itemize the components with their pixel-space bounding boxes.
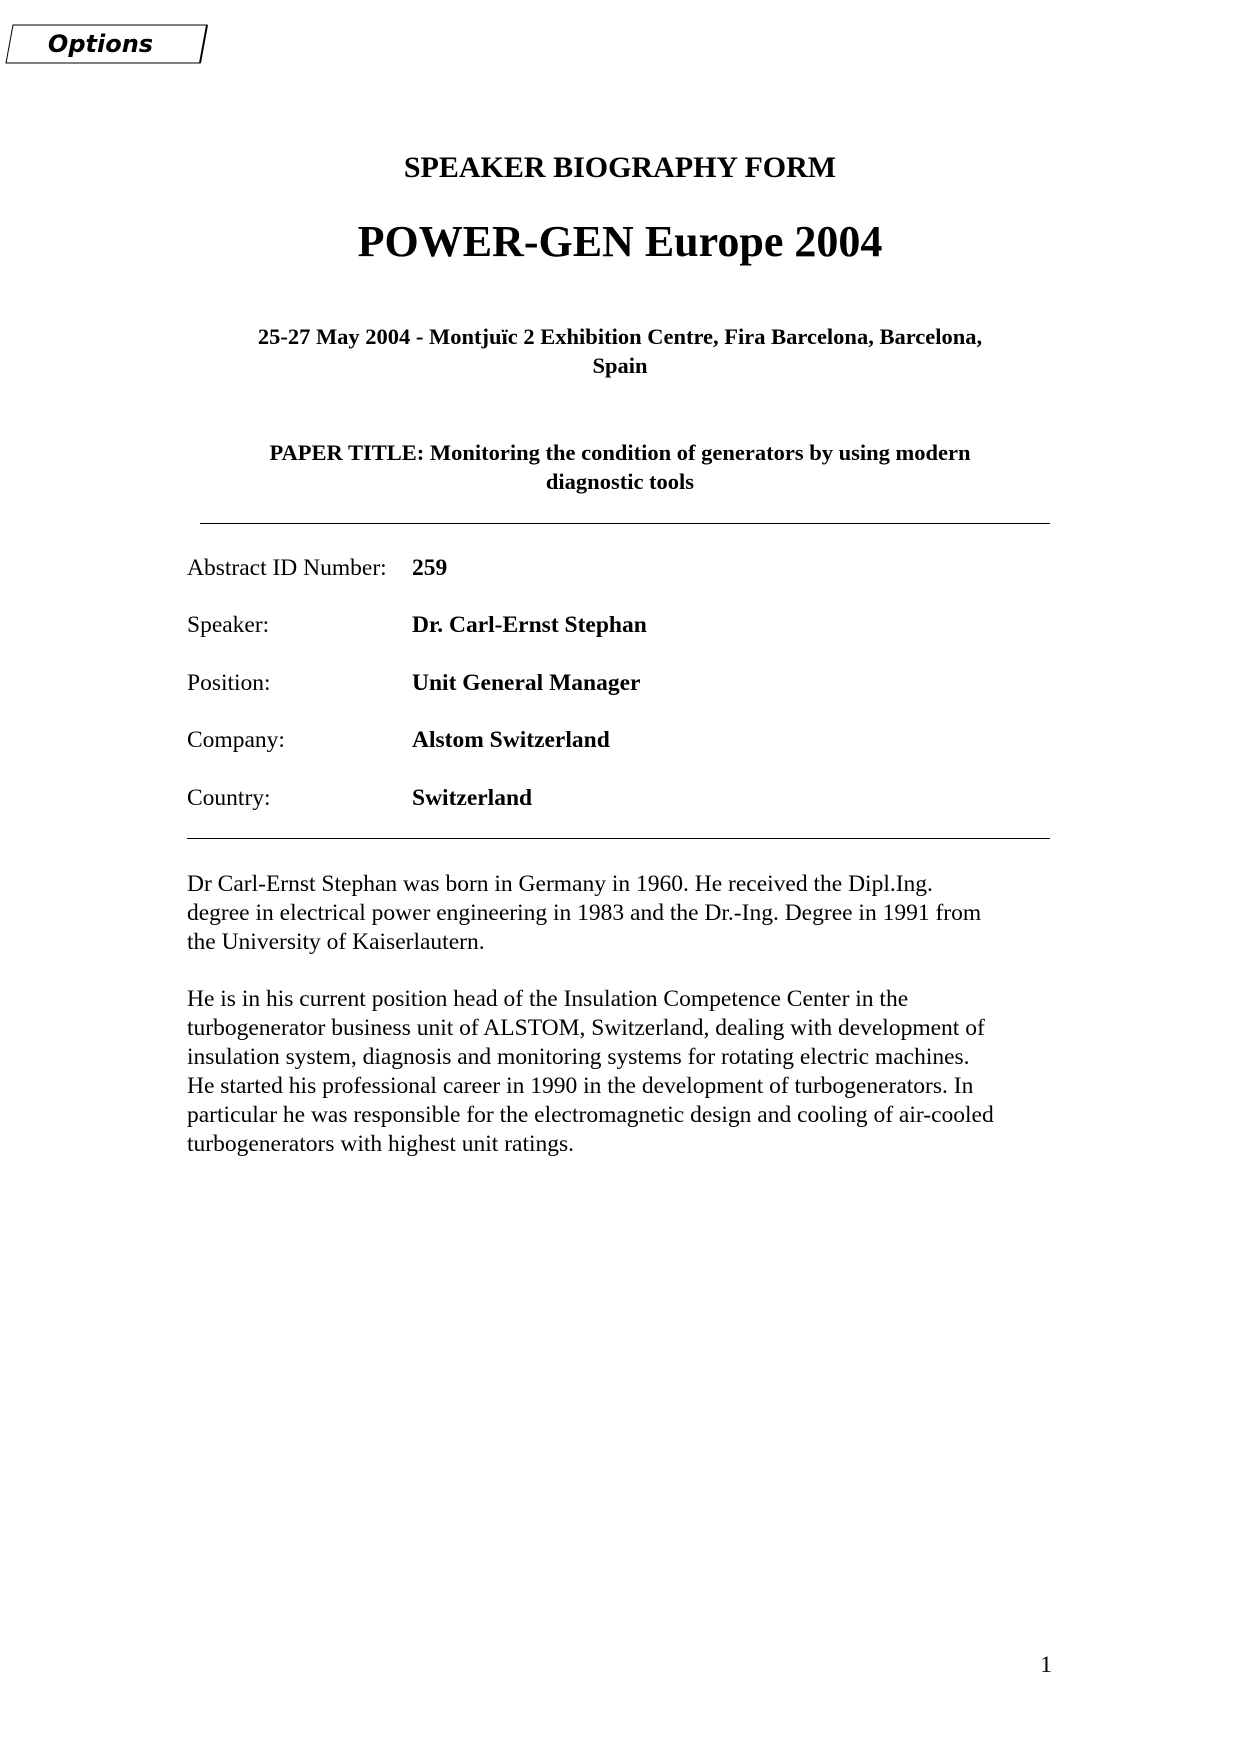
bio-line: He is in his current position head of the Insulation Competence Center in the	[187, 986, 909, 1012]
field-label: Position:	[187, 670, 271, 696]
field-company	[187, 724, 1057, 756]
field-label: Company:	[187, 727, 285, 753]
event-date	[150, 322, 1090, 380]
paper-title-line-2: diagnostic tools	[545, 469, 695, 494]
field-value: Alstom Switzerland	[412, 727, 610, 753]
field-country	[187, 782, 1057, 814]
page-number: 1	[1040, 1652, 1052, 1678]
field-label: Country:	[187, 785, 271, 811]
field-value: 259	[412, 555, 448, 581]
divider-bottom	[187, 838, 1050, 839]
paper-title	[150, 438, 1090, 496]
form-title: SPEAKER BIOGRAPHY FORM	[403, 151, 837, 184]
bio-line: the University of Kaiserlautern.	[187, 929, 485, 955]
field-position	[187, 667, 1057, 699]
options-label: Options	[47, 30, 154, 58]
biography-paragraph-2	[187, 985, 1057, 1159]
field-speaker	[187, 609, 1057, 641]
field-value: Switzerland	[412, 785, 533, 811]
bio-line: degree in electrical power engineering in 1983 and the Dr.-Ing. Degree in 1991 from	[187, 900, 982, 926]
options-button[interactable]	[5, 24, 208, 64]
paper-title-line-1: PAPER TITLE: Monitoring the condition of generators by using modern	[269, 440, 971, 465]
biography-paragraph-1	[187, 870, 1057, 957]
bio-line: Dr Carl-Ernst Stephan was born in Germany in 1960. He received the Dipl.Ing.	[187, 871, 933, 897]
bio-line: turbogenerators with highest unit ratings.	[187, 1131, 575, 1157]
event-date-line-2: Spain	[592, 353, 648, 378]
event-date-line-1: 25-27 May 2004 - Montjuïc 2 Exhibition Centre, Fira Barcelona, Barcelona,	[257, 324, 983, 349]
bio-line: particular he was responsible for the electromagnetic design and cooling of air-cooled	[187, 1102, 994, 1128]
bio-line: turbogenerator business unit of ALSTOM, Switzerland, dealing with development of	[187, 1015, 985, 1041]
event-title: POWER-GEN Europe 2004	[357, 217, 883, 266]
field-label: Speaker:	[187, 612, 270, 638]
bio-line: He started his professional career in 1990 in the development of turbogenerators. In	[187, 1073, 974, 1099]
bio-line: insulation system, diagnosis and monitoring systems for rotating electric machines.	[187, 1044, 970, 1070]
field-value: Dr. Carl-Ernst Stephan	[412, 612, 647, 638]
field-label: Abstract ID Number:	[187, 555, 387, 581]
field-abstract-id	[187, 552, 1057, 584]
field-value: Unit General Manager	[412, 670, 641, 696]
divider-top	[200, 523, 1050, 524]
